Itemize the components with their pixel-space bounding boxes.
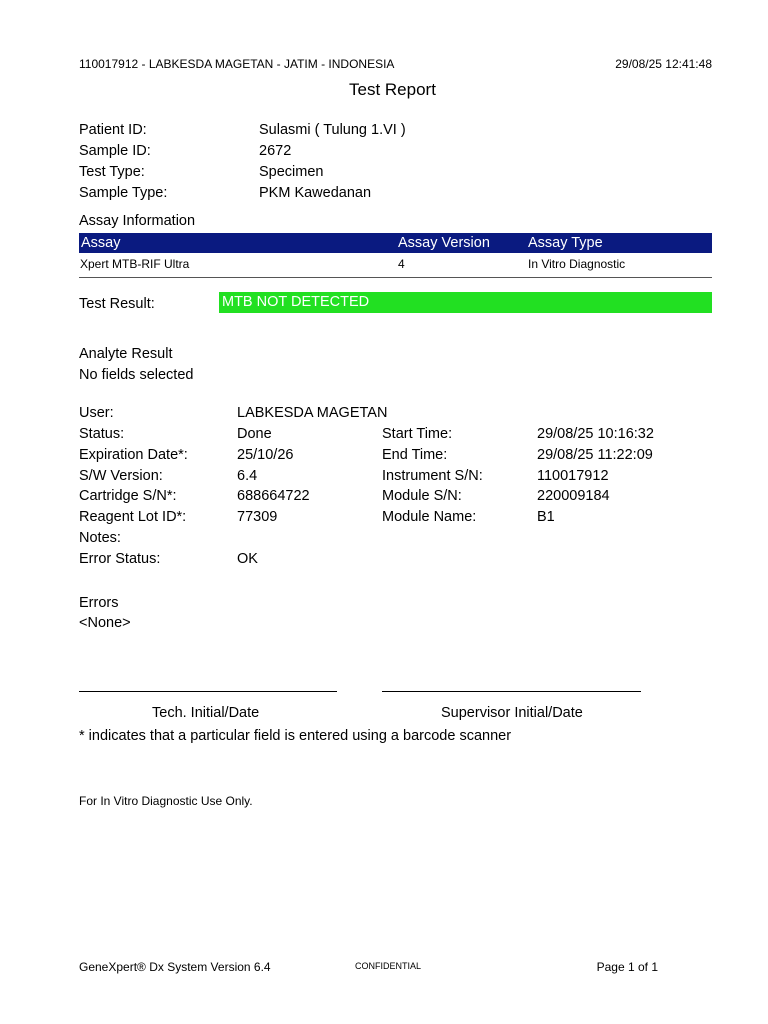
supervisor-signature-label: Supervisor Initial/Date (441, 705, 583, 721)
analyte-result-title: Analyte Result (79, 346, 173, 362)
tech-signature-line (79, 691, 337, 692)
assay-name-cell: Xpert MTB-RIF Ultra (80, 257, 190, 271)
cartridge-sn-label: Cartridge S/N*: (79, 488, 177, 504)
expiration-date-label: Expiration Date*: (79, 447, 188, 463)
page-title: Test Report (349, 80, 436, 99)
sw-version-value: 6.4 (237, 468, 258, 484)
report-datetime: 29/08/25 12:41:48 (615, 57, 712, 71)
notes-label: Notes: (79, 530, 121, 546)
sample-type-label: Sample Type: (79, 185, 168, 201)
sample-id-label: Sample ID: (79, 143, 151, 159)
module-sn-label: Module S/N: (382, 488, 462, 504)
start-time-label: Start Time: (382, 426, 453, 442)
user-value: LABKESDA MAGETAN (237, 405, 388, 421)
test-result-label: Test Result: (79, 296, 155, 312)
errors-title: Errors (79, 595, 119, 611)
supervisor-signature-line (382, 691, 641, 692)
system-version-footer: GeneXpert® Dx System Version 6.4 (79, 960, 271, 974)
assay-section-title: Assay Information (79, 213, 196, 229)
module-sn-value: 220009184 (537, 488, 610, 504)
sample-id-value: 2672 (259, 143, 292, 159)
error-status-label: Error Status: (79, 551, 161, 567)
patient-id-label: Patient ID: (79, 122, 147, 138)
assay-type-column-header: Assay Type (528, 235, 603, 251)
reagent-lot-label: Reagent Lot ID*: (79, 509, 187, 525)
start-time-value: 29/08/25 10:16:32 (537, 426, 654, 442)
reagent-lot-value: 77309 (237, 509, 278, 525)
test-type-value: Specimen (259, 164, 324, 180)
assay-version-column-header: Assay Version (398, 235, 490, 251)
sample-type-value: PKM Kawedanan (259, 185, 372, 201)
instrument-sn-label: Instrument S/N: (382, 468, 483, 484)
user-label: User: (79, 405, 114, 421)
assay-type-cell: In Vitro Diagnostic (528, 257, 626, 271)
sw-version-label: S/W Version: (79, 468, 163, 484)
confidential-footer: CONFIDENTIAL (355, 961, 422, 971)
test-result-bar (219, 292, 712, 313)
ivd-notice: For In Vitro Diagnostic Use Only. (79, 794, 253, 808)
assay-table-header (79, 233, 712, 253)
page-number: Page 1 of 1 (596, 960, 658, 974)
expiration-date-value: 25/10/26 (237, 447, 294, 463)
status-value: Done (237, 426, 272, 442)
end-time-value: 29/08/25 11:22:09 (537, 447, 653, 463)
instrument-sn-value: 110017912 (537, 468, 609, 484)
status-label: Status: (79, 426, 125, 442)
module-name-label: Module Name: (382, 509, 477, 525)
module-name-value: B1 (537, 509, 555, 525)
assay-table-divider (79, 277, 712, 278)
error-status-value: OK (237, 551, 258, 567)
analyte-result-value: No fields selected (79, 367, 194, 383)
patient-id-value: Sulasmi ( Tulung 1.VI ) (259, 122, 406, 138)
assay-version-cell: 4 (398, 257, 405, 271)
barcode-note: * indicates that a particular field is entered using a barcode scanner (79, 728, 512, 744)
tech-signature-label: Tech. Initial/Date (152, 705, 260, 721)
test-result-value: MTB NOT DETECTED (222, 294, 370, 310)
assay-column-header: Assay (81, 235, 121, 251)
cartridge-sn-value: 688664722 (237, 488, 310, 504)
instrument-site-header: 110017912 - LABKESDA MAGETAN - JATIM - INDONESIA (79, 57, 395, 71)
errors-value: <None> (79, 615, 131, 631)
end-time-label: End Time: (382, 447, 448, 463)
test-type-label: Test Type: (79, 164, 145, 180)
